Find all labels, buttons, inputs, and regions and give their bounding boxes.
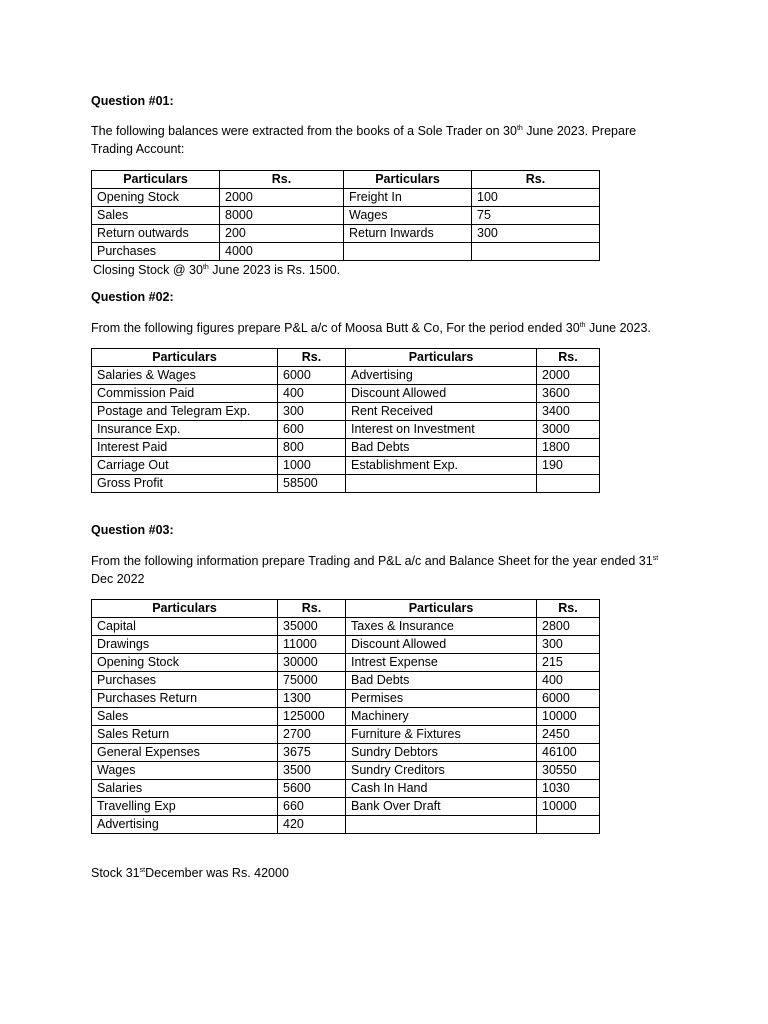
table-cell: Discount Allowed — [346, 636, 537, 654]
table-cell: Wages — [344, 207, 472, 225]
table-cell — [472, 243, 600, 261]
table-row — [92, 726, 600, 744]
table-cell: 300 — [472, 225, 600, 243]
question-3-instructions-line-2: Dec 2022 — [91, 572, 145, 586]
table-cell: Sales — [92, 708, 278, 726]
table-row — [92, 367, 600, 385]
column-header: Particulars — [344, 171, 472, 189]
table-cell: 3500 — [278, 762, 346, 780]
table-cell: 10000 — [537, 708, 600, 726]
question-1-instructions-line-2: Trading Account: — [91, 142, 185, 156]
table-cell: 100 — [472, 189, 600, 207]
column-header: Particulars — [92, 171, 220, 189]
table-cell: 4000 — [220, 243, 344, 261]
question-3-instructions-line-1: From the following information prepare Trading and P&L a/c and Balance Sheet for the year ended 31st — [91, 554, 659, 568]
table-cell: Discount Allowed — [346, 385, 537, 403]
table-cell: Interest Paid — [92, 439, 278, 457]
table-cell: 1800 — [537, 439, 600, 457]
column-header: Particulars — [346, 600, 537, 618]
table-cell: 3600 — [537, 385, 600, 403]
table-cell: Establishment Exp. — [346, 457, 537, 475]
question-2-heading: Question #02: — [91, 290, 174, 304]
table-cell: 300 — [537, 636, 600, 654]
table-cell: 3000 — [537, 421, 600, 439]
table-cell: Machinery — [346, 708, 537, 726]
table-cell: 400 — [537, 672, 600, 690]
table-cell: Insurance Exp. — [92, 421, 278, 439]
table-row — [92, 798, 600, 816]
table-cell: 3400 — [537, 403, 600, 421]
table-cell: 2450 — [537, 726, 600, 744]
question-3-table — [91, 599, 600, 834]
table-cell: Opening Stock — [92, 654, 278, 672]
table-cell: 800 — [278, 439, 346, 457]
table-cell: Cash In Hand — [346, 780, 537, 798]
table-cell: 660 — [278, 798, 346, 816]
table-cell: Permises — [346, 690, 537, 708]
table-row — [92, 636, 600, 654]
table-cell: Sales Return — [92, 726, 278, 744]
table-cell: Sundry Debtors — [346, 744, 537, 762]
table-row — [92, 672, 600, 690]
table-cell: 8000 — [220, 207, 344, 225]
column-header: Particulars — [92, 349, 278, 367]
table-row — [92, 225, 600, 243]
table-row — [92, 403, 600, 421]
table-cell: 75000 — [278, 672, 346, 690]
table-cell: Bad Debts — [346, 672, 537, 690]
table-cell: Taxes & Insurance — [346, 618, 537, 636]
table-row — [92, 708, 600, 726]
column-header: Rs. — [537, 349, 600, 367]
table-row — [92, 207, 600, 225]
table-cell: General Expenses — [92, 744, 278, 762]
table-row — [92, 618, 600, 636]
table-row — [92, 421, 600, 439]
table-cell: Sales — [92, 207, 220, 225]
table-cell: 2000 — [220, 189, 344, 207]
table-cell: 5600 — [278, 780, 346, 798]
table-header-row — [92, 171, 600, 189]
table-cell: Wages — [92, 762, 278, 780]
table-cell: Intrest Expense — [346, 654, 537, 672]
table-cell — [344, 243, 472, 261]
table-cell: 420 — [278, 816, 346, 834]
table-cell: Travelling Exp — [92, 798, 278, 816]
table-cell: 1030 — [537, 780, 600, 798]
table-cell: 600 — [278, 421, 346, 439]
table-cell: Salaries & Wages — [92, 367, 278, 385]
table-cell: Interest on Investment — [346, 421, 537, 439]
table-cell: Postage and Telegram Exp. — [92, 403, 278, 421]
table-cell: Bank Over Draft — [346, 798, 537, 816]
table-cell: 10000 — [537, 798, 600, 816]
table-cell: 300 — [278, 403, 346, 421]
table-cell: Capital — [92, 618, 278, 636]
table-cell: 3675 — [278, 744, 346, 762]
table-cell: 6000 — [537, 690, 600, 708]
table-cell: Drawings — [92, 636, 278, 654]
column-header: Particulars — [346, 349, 537, 367]
question-1-closing-stock-note: Closing Stock @ 30th June 2023 is Rs. 1500. — [93, 263, 341, 277]
table-cell: 2700 — [278, 726, 346, 744]
table-cell: Purchases — [92, 243, 220, 261]
table-cell: Rent Received — [346, 403, 537, 421]
table-cell: 46100 — [537, 744, 600, 762]
table-cell: 11000 — [278, 636, 346, 654]
table-cell: 30550 — [537, 762, 600, 780]
table-cell: 2000 — [537, 367, 600, 385]
table-row — [92, 690, 600, 708]
table-row — [92, 475, 600, 493]
question-3-instructions — [91, 552, 711, 588]
table-cell: Bad Debts — [346, 439, 537, 457]
table-cell: Advertising — [92, 816, 278, 834]
table-cell: 58500 — [278, 475, 346, 493]
table-cell: Return outwards — [92, 225, 220, 243]
table-cell: Purchases Return — [92, 690, 278, 708]
column-header: Particulars — [92, 600, 278, 618]
question-3-heading: Question #03: — [91, 523, 174, 537]
question-1-instructions — [91, 122, 691, 158]
table-cell: 75 — [472, 207, 600, 225]
table-cell: Opening Stock — [92, 189, 220, 207]
table-cell: 2800 — [537, 618, 600, 636]
table-cell: 1300 — [278, 690, 346, 708]
table-row — [92, 816, 600, 834]
table-row — [92, 654, 600, 672]
table-cell: 125000 — [278, 708, 346, 726]
table-cell: 215 — [537, 654, 600, 672]
table-row — [92, 385, 600, 403]
table-cell — [537, 816, 600, 834]
table-row — [92, 762, 600, 780]
table-cell: Purchases — [92, 672, 278, 690]
table-cell — [346, 475, 537, 493]
table-cell: Carriage Out — [92, 457, 278, 475]
question-1-table — [91, 170, 600, 261]
table-row — [92, 439, 600, 457]
table-cell: 1000 — [278, 457, 346, 475]
question-2-table — [91, 348, 600, 493]
table-header-row — [92, 349, 600, 367]
table-cell: Commission Paid — [92, 385, 278, 403]
table-cell: Sundry Creditors — [346, 762, 537, 780]
table-cell: Advertising — [346, 367, 537, 385]
table-row — [92, 243, 600, 261]
table-cell: 6000 — [278, 367, 346, 385]
table-cell: 190 — [537, 457, 600, 475]
table-row — [92, 744, 600, 762]
table-cell: Freight In — [344, 189, 472, 207]
table-row — [92, 457, 600, 475]
question-2-instructions: From the following figures prepare P&L a/c of Moosa Butt & Co, For the period ended 30th June 2023. — [91, 321, 651, 335]
question-1-instructions-line-1: The following balances were extracted from the books of a Sole Trader on 30th June 2023. Prepare — [91, 124, 637, 138]
column-header: Rs. — [472, 171, 600, 189]
table-cell: 200 — [220, 225, 344, 243]
column-header: Rs. — [220, 171, 344, 189]
table-header-row — [92, 600, 600, 618]
table-cell — [537, 475, 600, 493]
table-cell: Return Inwards — [344, 225, 472, 243]
table-cell: 30000 — [278, 654, 346, 672]
table-cell: Gross Profit — [92, 475, 278, 493]
table-row — [92, 780, 600, 798]
column-header: Rs. — [278, 600, 346, 618]
table-cell — [346, 816, 537, 834]
column-header: Rs. — [537, 600, 600, 618]
table-cell: Furniture & Fixtures — [346, 726, 537, 744]
table-row — [92, 189, 600, 207]
question-3-stock-note: Stock 31stDecember was Rs. 42000 — [91, 866, 289, 880]
table-cell: 400 — [278, 385, 346, 403]
question-1-heading: Question #01: — [91, 94, 174, 108]
table-cell: Salaries — [92, 780, 278, 798]
column-header: Rs. — [278, 349, 346, 367]
table-cell: 35000 — [278, 618, 346, 636]
